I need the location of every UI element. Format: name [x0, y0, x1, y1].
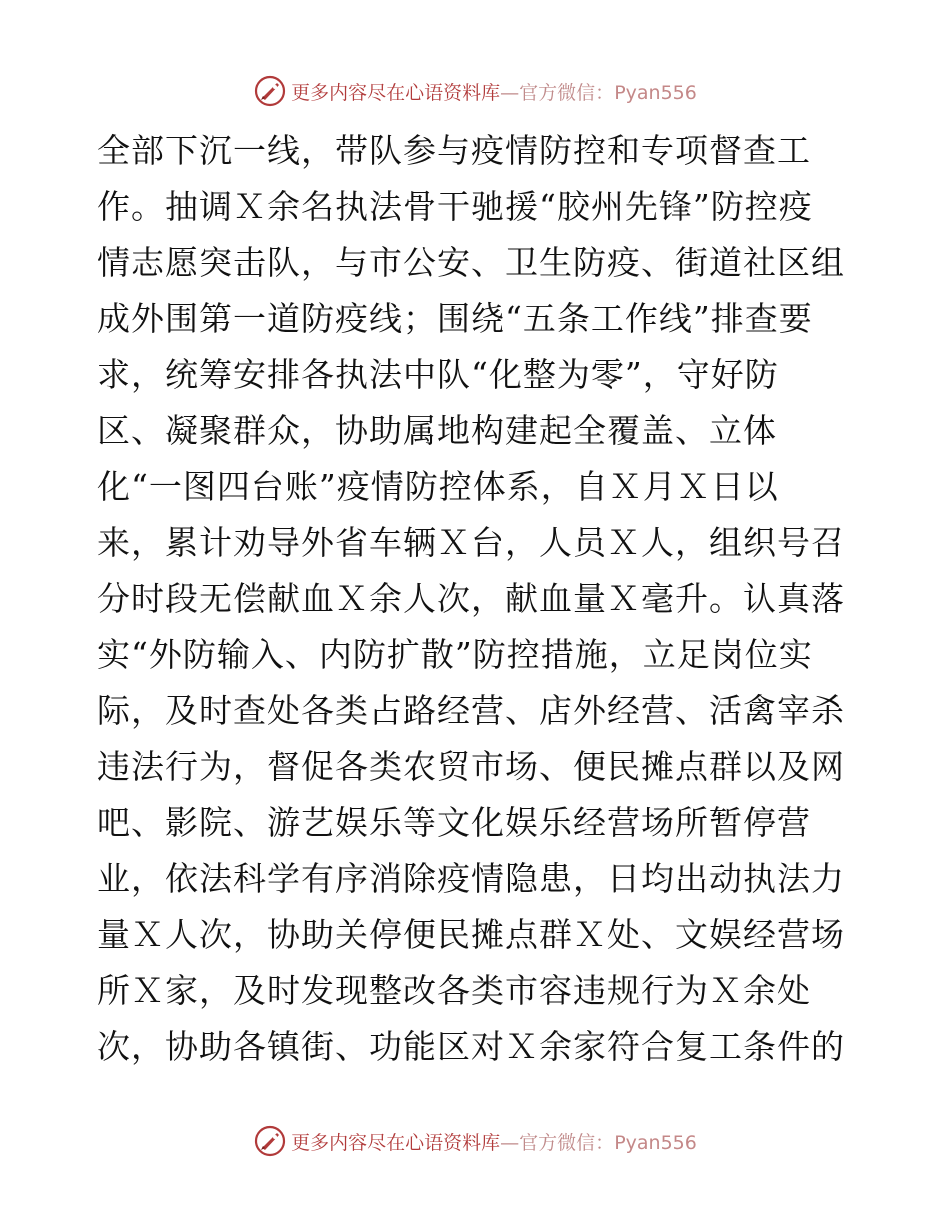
header-banner-main: 更多内容尽在心语资料库	[291, 81, 501, 104]
body-line: 吧、影院、游艺娱乐等文化娱乐经营场所暂停营	[97, 803, 811, 842]
body-line: 来，累计劝导外省车辆Ｘ台，人员Ｘ人，组织号召	[97, 523, 845, 562]
footer-banner-id: Pyan556	[614, 1131, 697, 1154]
body-line: 违法行为，督促各类农贸市场、便民摊点群以及网	[97, 747, 845, 786]
footer-banner-separator: —	[500, 1131, 520, 1154]
footer-banner-text	[291, 1128, 697, 1155]
body-line: 际，及时查处各类占路经营、店外经营、活禽宰杀	[97, 691, 845, 730]
body-line: 量Ｘ人次，协助关停便民摊点群Ｘ处、文娱经营场	[97, 915, 845, 954]
body-line: 求，统筹安排各执法中队“化整为零”，守好防	[97, 355, 779, 394]
footer-watermark-banner	[0, 1121, 950, 1161]
quill-pen-circle-icon	[253, 1124, 287, 1158]
footer-banner-contact: 官方微信：	[519, 1131, 615, 1154]
body-line: 化“一图四台账”疫情防控体系，自Ｘ月Ｘ日以	[97, 467, 779, 506]
body-line: 情志愿突击队，与市公安、卫生防疫、街道社区组	[97, 243, 845, 282]
body-line: 所Ｘ家，及时发现整改各类市容违规行为Ｘ余处	[97, 971, 811, 1010]
header-banner-id: Pyan556	[614, 81, 697, 104]
body-line: 区、凝聚群众，协助属地构建起全覆盖、立体	[97, 411, 777, 450]
footer-banner-main: 更多内容尽在心语资料库	[291, 1131, 501, 1154]
header-banner-text	[291, 78, 697, 105]
body-line: 全部下沉一线，带队参与疫情防控和专项督查工	[97, 131, 811, 170]
quill-pen-circle-icon	[253, 74, 287, 108]
header-watermark-banner	[0, 71, 950, 111]
body-line: 分时段无偿献血Ｘ余人次，献血量Ｘ毫升。认真落	[97, 579, 845, 618]
header-banner-contact: 官方微信：	[519, 81, 615, 104]
body-line: 作。抽调Ｘ余名执法骨干驰援“胶州先锋”防控疫	[97, 187, 813, 226]
header-banner-separator: —	[500, 81, 520, 104]
body-line: 成外围第一道防疫线；围绕“五条工作线”排查要	[97, 299, 813, 338]
body-line: 次，协助各镇街、功能区对Ｘ余家符合复工条件的	[97, 1027, 845, 1066]
body-line: 业，依法科学有序消除疫情隐患，日均出动执法力	[97, 859, 845, 898]
body-line: 实“外防输入、内防扩散”防控措施，立足岗位实	[97, 635, 813, 674]
body-paragraph	[97, 123, 857, 1075]
